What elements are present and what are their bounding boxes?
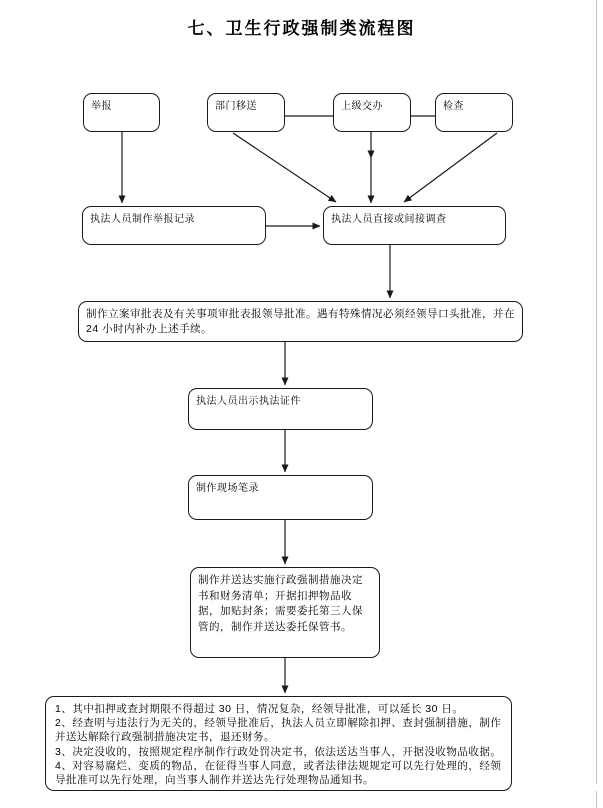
node-make-report-record: 执法人员制作举报记录 (82, 206, 266, 245)
final-note-2: 2、经查明与违法行为无关的，经领导批准后，执法人员立即解除扣押、查封强制措施，制作并送达解除行政强制措施决定书，退还财务。 (55, 717, 502, 744)
node-show-credentials: 执法人员出示执法证件 (188, 388, 373, 430)
node-inspection: 检查 (435, 93, 513, 132)
node-enforcement-decision: 制作并送达实施行政强制措施决定书和财务清单；开据扣押物品收据，加贴封条；需要委托第三人保管的，制作并送达委托保管书。 (190, 567, 380, 658)
final-note-1: 1、其中扣押或查封期限不得超过 30 日，情况复杂，经领导批准，可以延长 30 日。 (55, 703, 464, 715)
page-title: 七、卫生行政强制类流程图 (187, 19, 416, 38)
node-case-approval: 制作立案审批表及有关事项审批表报领导批准。遇有特殊情况必须经领导口头批准，并在 24 小时内补办上述手续。 (78, 301, 523, 342)
node-report: 举报 (83, 93, 160, 132)
node-site-record: 制作现场笔录 (188, 475, 373, 520)
final-note-4: 4、对容易腐烂、变质的物品，在征得当事人同意，或者法律法规规定可以先行处理的，经领导批准可以先行处理，向当事人制作并送达先行处理物品通知书。 (55, 759, 502, 787)
final-note-3: 3、决定没收的，按照规定程序制作行政处罚决定书，依法送达当事人，开据没收物品收据。 (55, 745, 502, 758)
node-department-transfer: 部门移送 (207, 93, 285, 132)
node-direct-indirect-investigation: 执法人员直接或间接调查 (323, 206, 506, 245)
node-final-notes (45, 696, 512, 791)
node-superior-assignment: 上级交办 (333, 93, 411, 132)
